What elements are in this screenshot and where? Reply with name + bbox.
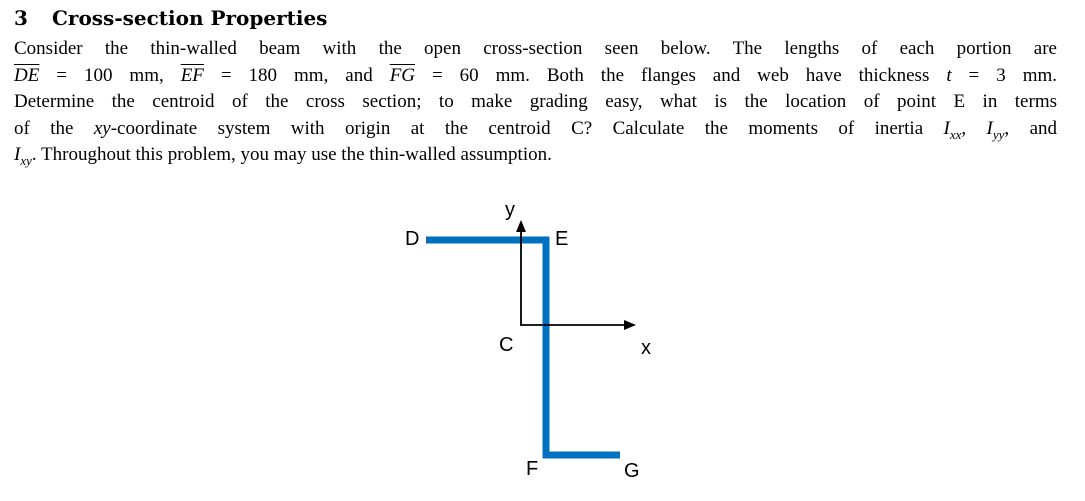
segment-fg: $\overline{FG}$ [389,64,416,86]
label-c: C [499,334,514,356]
iyy-symbol: I [986,117,993,139]
section-title: Cross-section Properties [52,6,328,30]
section-number: 3 [14,6,28,30]
label-e: E [555,228,569,250]
label-f: F [526,458,539,480]
problem-line-5: $I_{xy}$. Throughout this problem, you may use the thin-walled assumption. [14,144,552,168]
z-section-shape [426,237,620,458]
xy-symbol: xy [93,117,111,139]
label-y: y [505,199,515,221]
thickness-symbol: t [946,64,952,86]
label-d: D [405,228,420,250]
problem-line-1: Consider the thin-walled beam with the open cross-section seen below. The lengths of each portion are [14,38,1057,59]
ixx-symbol: I [943,117,950,139]
ixy-symbol: I [14,144,21,165]
segment-ef: $\overline{EF}$ [180,64,204,86]
label-x: x [641,337,651,359]
problem-line-4: of the xy-coordinate system with origin at the centroid C? Calculate the moments of inertia $I_{xx}$, $I_{yy}$, and [14,117,1057,142]
label-g: G [624,460,640,482]
problem-line-2: $\overline{DE} = 100$ mm, $\overline{EF} = 180$ mm, and $\overline{FG} = 60$ mm. Both the flanges and web have thickness t = 3 mm. [14,64,1057,86]
segment-de: $\overline{DE}$ [14,64,40,86]
problem-line-3: Determine the centroid of the cross section; to make grading easy, what is the location of point E in terms [14,91,1057,112]
